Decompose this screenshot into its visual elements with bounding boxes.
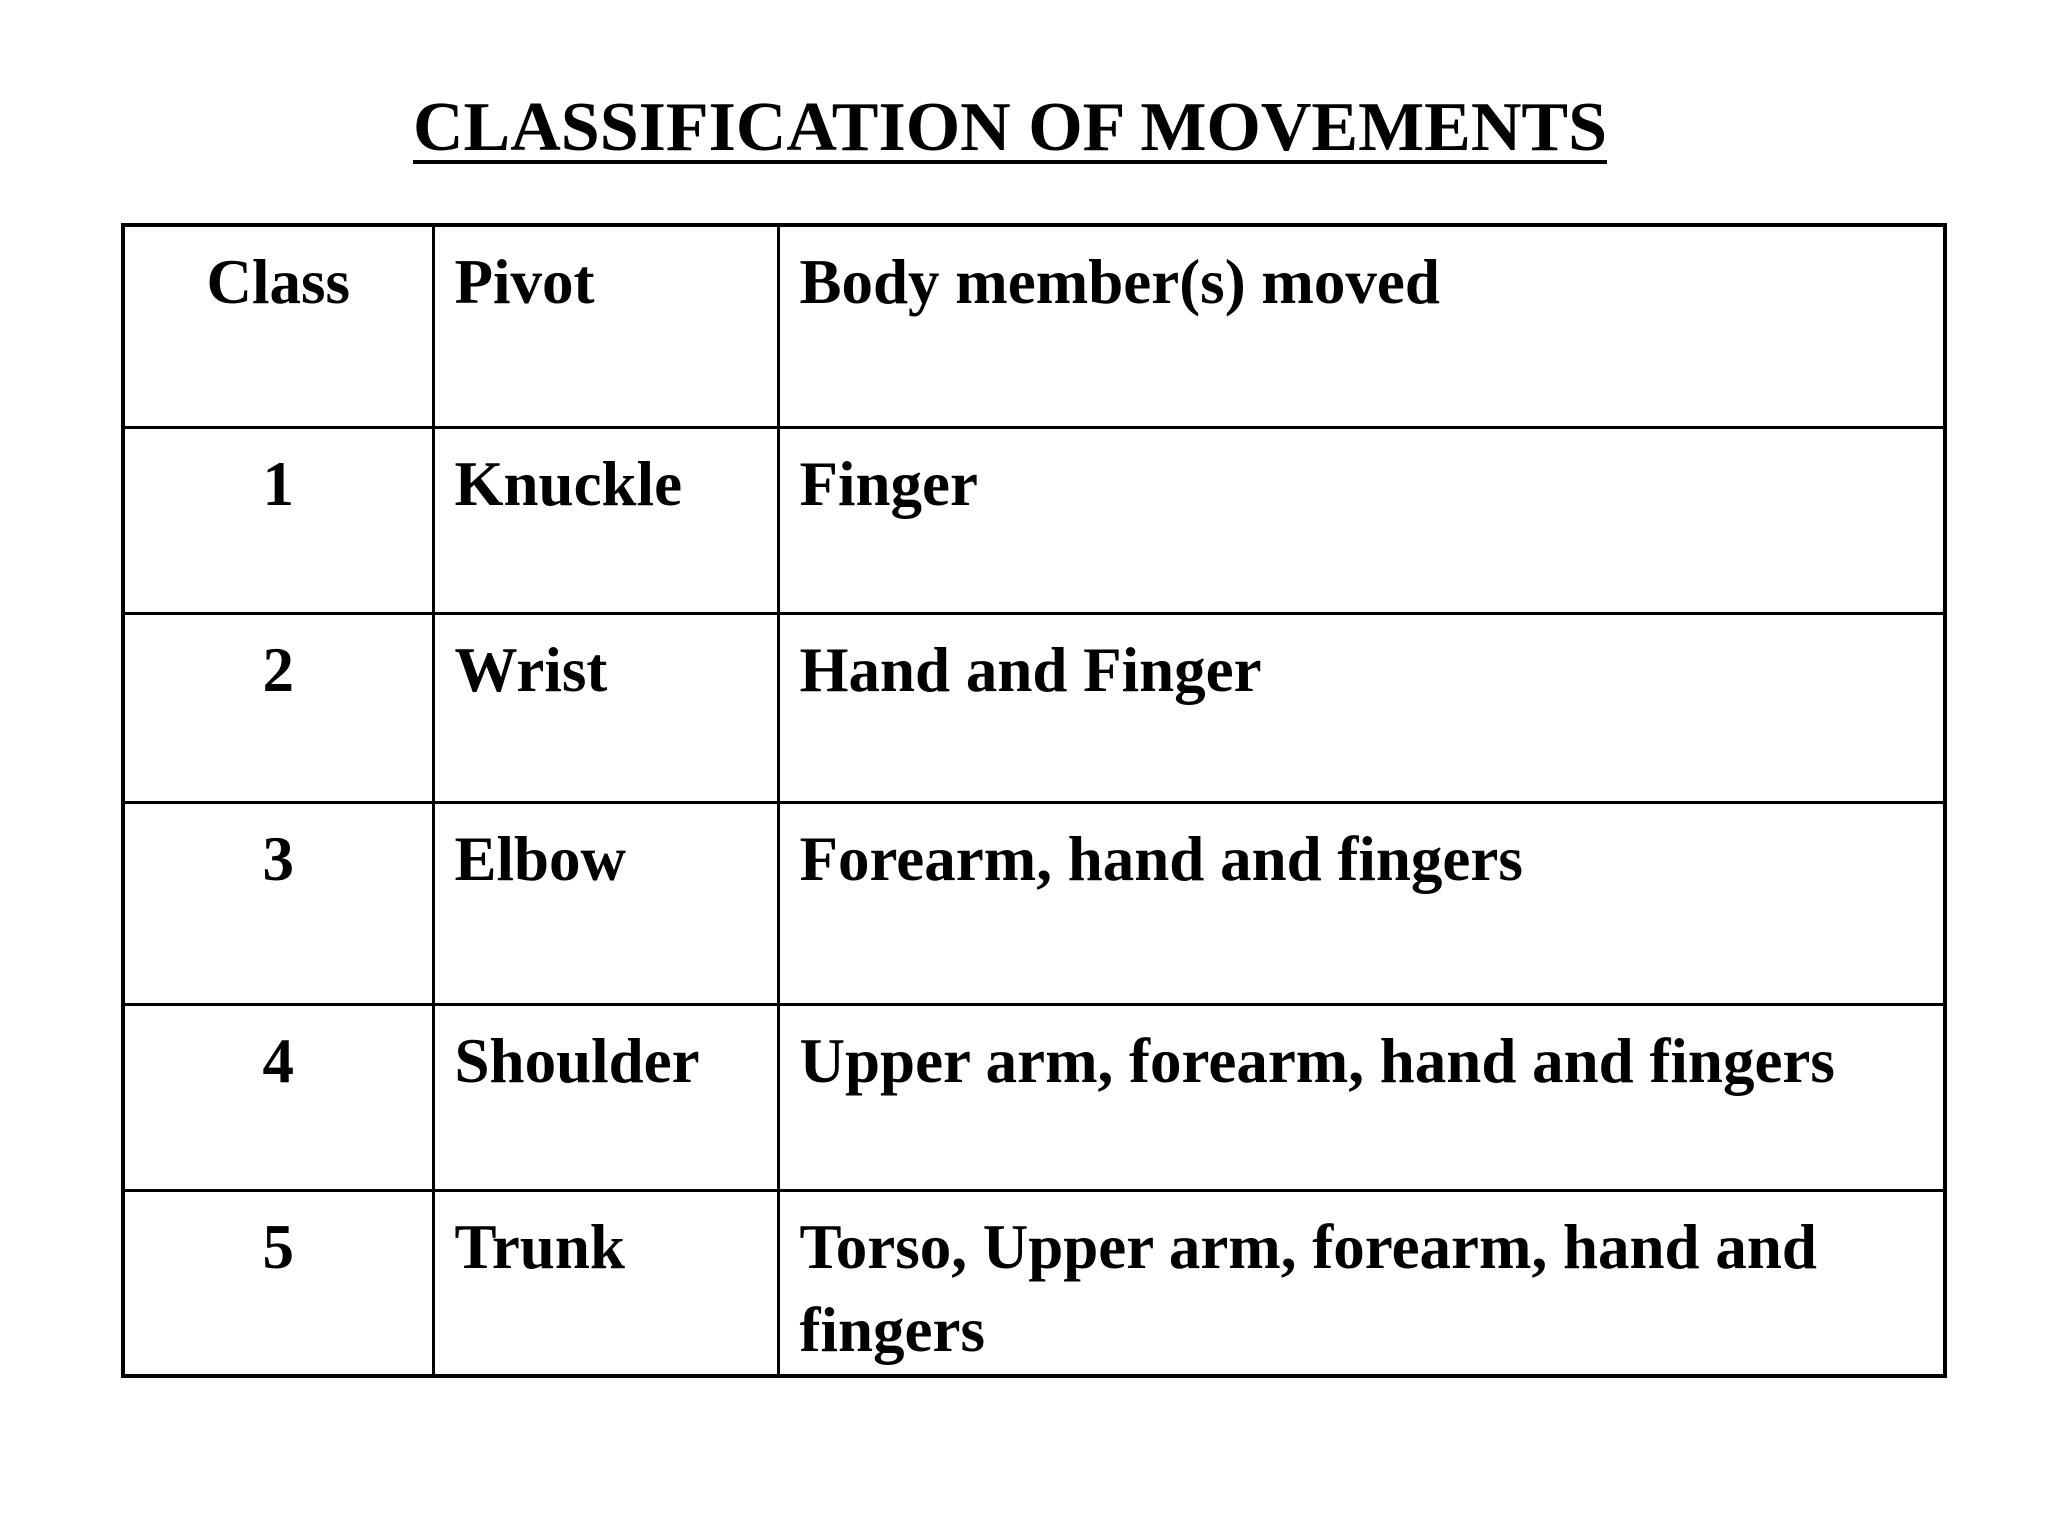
table-row (123, 1004, 1945, 1190)
table-header-row (123, 225, 1945, 427)
pivot-cell: Knuckle (433, 427, 778, 613)
body-members-cell: Forearm, hand and fingers (778, 802, 1945, 1004)
class-cell: 4 (123, 1004, 433, 1190)
body-members-cell: Finger (778, 427, 1945, 613)
header-body-members: Body member(s) moved (778, 225, 1945, 427)
body-members-cell: Hand and Finger (778, 613, 1945, 802)
page-title: CLASSIFICATION OF MOVEMENTS (412, 89, 1608, 166)
header-pivot: Pivot (433, 225, 778, 427)
class-cell: 3 (123, 802, 433, 1004)
table-row (123, 427, 1945, 613)
class-cell: 5 (123, 1190, 433, 1376)
classification-table (121, 223, 1947, 1378)
table-row (123, 1190, 1945, 1376)
body-members-cell: Upper arm, forearm, hand and fingers (778, 1004, 1945, 1190)
pivot-cell: Elbow (433, 802, 778, 1004)
table-row (123, 613, 1945, 802)
pivot-cell: Wrist (433, 613, 778, 802)
header-class: Class (123, 225, 433, 427)
class-cell: 1 (123, 427, 433, 613)
table-row (123, 802, 1945, 1004)
pivot-cell: Trunk (433, 1190, 778, 1376)
pivot-cell: Shoulder (433, 1004, 778, 1190)
class-cell: 2 (123, 613, 433, 802)
body-members-cell: Torso, Upper arm, forearm, hand and fingers (778, 1190, 1945, 1376)
